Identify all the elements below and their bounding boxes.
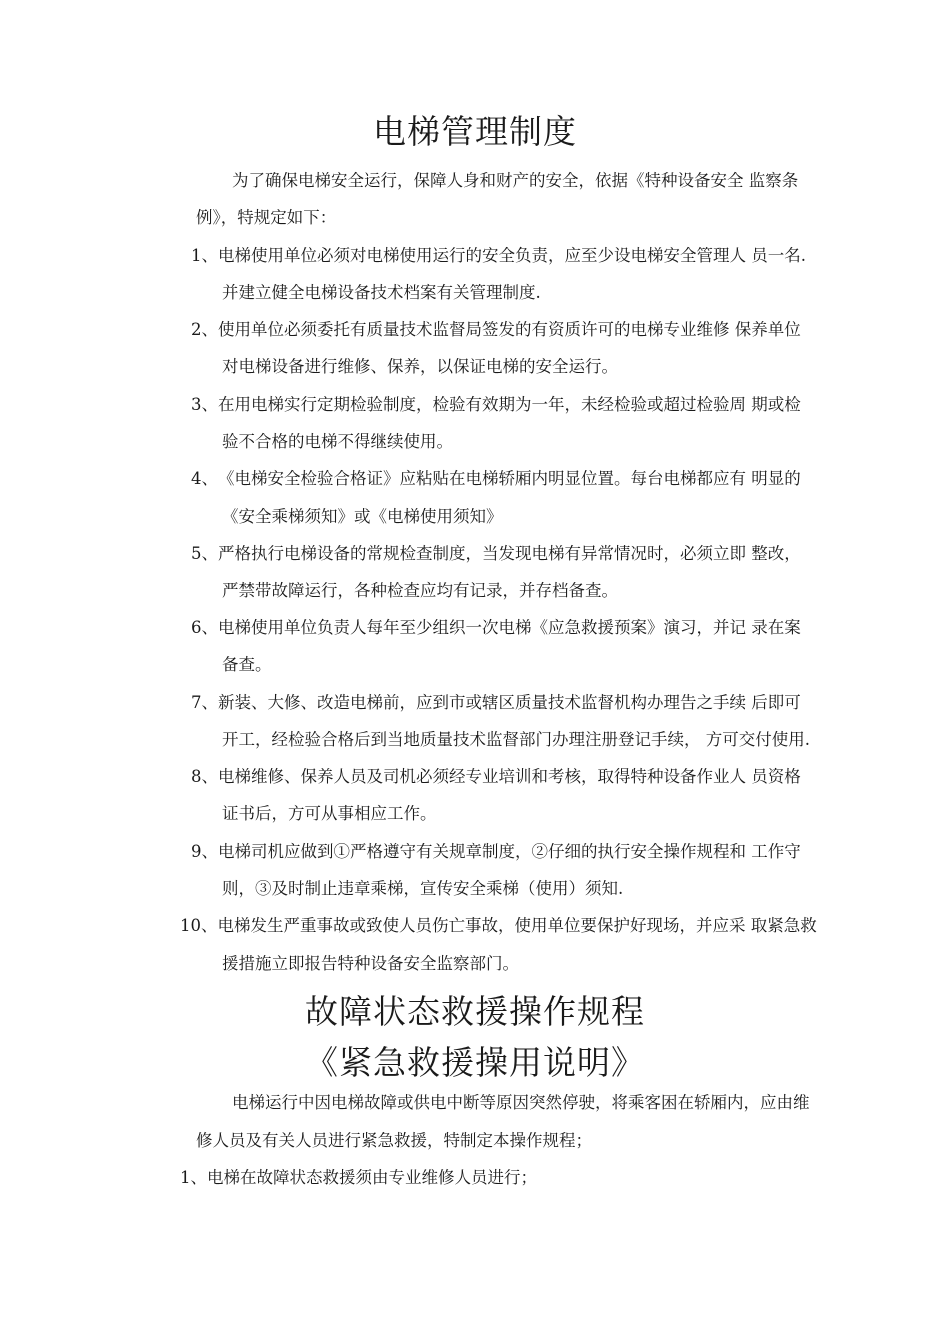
item-text-line-1: 在用电梯实行定期检验制度，检验有效期为一年，未经检验或超过检验周 期或检 xyxy=(218,395,801,414)
intro-line-2: 例》，特规定如下： xyxy=(196,208,337,227)
rescue-list-item-1 xyxy=(180,1167,537,1189)
item-6-line-2: 备查。 xyxy=(222,655,272,674)
item-text-line-1: 电梯司机应做到①严格遵守有关规章制度，②仔细的执行安全操作规程和 工作守 xyxy=(218,842,801,861)
item-8-line-2: 证书后，方可从事相应工作。 xyxy=(222,804,437,823)
item-9-line-2: 则，③及时制止违章乘梯，宣传安全乘梯（使用）须知. xyxy=(222,879,624,898)
item-4-line-2: 《安全乘梯须知》或《电梯使用须知》 xyxy=(222,507,503,526)
item-text-line-1: 严格执行电梯设备的常规检查制度，当发现电梯有异常情况时，必须立即 整改， xyxy=(218,544,801,563)
list-item-1 xyxy=(191,245,806,267)
item-number: 7、 xyxy=(191,693,218,712)
item-10-line-2: 援措施立即报告特种设备安全监察部门。 xyxy=(222,954,519,973)
item-text-line-1: 使用单位必须委托有质量技术监督局签发的有资质许可的电梯专业维修 保养单位 xyxy=(218,320,801,339)
intro-line-1: 为了确保电梯安全运行，保障人身和财产的安全，依据《特种设备安全 监察条 xyxy=(232,171,799,190)
item-7-line-2: 开工，经检验合格后到当地质量技术监督部门办理注册登记手续， 方可交付使用. xyxy=(222,730,810,749)
item-number: 9、 xyxy=(191,842,218,861)
item-number: 4、 xyxy=(191,469,218,488)
list-item-6 xyxy=(191,617,801,639)
rescue-intro-line-1: 电梯运行中因电梯故障或供电中断等原因突然停驶，将乘客困在轿厢内，应由维 xyxy=(232,1093,810,1112)
item-3-line-2: 验不合格的电梯不得继续使用。 xyxy=(222,432,453,451)
list-item-2 xyxy=(191,319,801,341)
item-text-line-1: 电梯使用单位负责人每年至少组织一次电梯《应急救援预案》演习，并记 录在案 xyxy=(218,618,801,637)
item-number: 2、 xyxy=(191,320,218,339)
section-subtitle-instructions: 《紧急救援操用说明》 xyxy=(305,1043,645,1082)
list-item-3 xyxy=(191,394,801,416)
item-number: 6、 xyxy=(191,618,218,637)
item-text-line-1: 电梯维修、保养人员及司机必须经专业培训和考核，取得特种设备作业人 员资格 xyxy=(218,767,801,786)
rescue-intro-line-2: 修人员及有关人员进行紧急救援，特制定本操作规程； xyxy=(196,1131,592,1150)
list-item-8 xyxy=(191,766,801,788)
main-title: 电梯管理制度 xyxy=(373,112,577,151)
item-5-line-2: 严禁带故障运行，各种检查应均有记录，并存档备查。 xyxy=(222,581,618,600)
item-text-line-1: 电梯使用单位必须对电梯使用运行的安全负责，应至少设电梯安全管理人 员一名. xyxy=(218,246,806,265)
item-number: 5、 xyxy=(191,544,218,563)
item-number: 3、 xyxy=(191,395,218,414)
item-1-line-2: 并建立健全电梯设备技术档案有关管理制度. xyxy=(222,283,541,302)
section-title-rescue: 故障状态救援操作规程 xyxy=(305,992,645,1031)
item-number: 1、 xyxy=(191,246,218,265)
item-text-line-1: 《电梯安全检验合格证》应粘贴在电梯轿厢内明显位置。每台电梯都应有 明显的 xyxy=(218,469,801,488)
item-number: 1、 xyxy=(180,1168,207,1187)
list-item-10 xyxy=(180,915,817,937)
item-text: 电梯在故障状态救援须由专业维修人员进行； xyxy=(207,1168,537,1187)
list-item-9 xyxy=(191,841,801,863)
list-item-4 xyxy=(191,468,801,490)
item-text-line-1: 电梯发生严重事故或致使人员伤亡事故，使用单位要保护好现场，并应采 取紧急救 xyxy=(217,916,817,935)
item-number: 8、 xyxy=(191,767,218,786)
list-item-7 xyxy=(191,692,801,714)
item-text-line-1: 新装、大修、改造电梯前，应到市或辖区质量技术监督机构办理告之手续 后即可 xyxy=(218,693,801,712)
item-number: 10、 xyxy=(180,916,218,935)
item-2-line-2: 对电梯设备进行维修、保养，以保证电梯的安全运行。 xyxy=(222,357,618,376)
list-item-5 xyxy=(191,543,801,565)
